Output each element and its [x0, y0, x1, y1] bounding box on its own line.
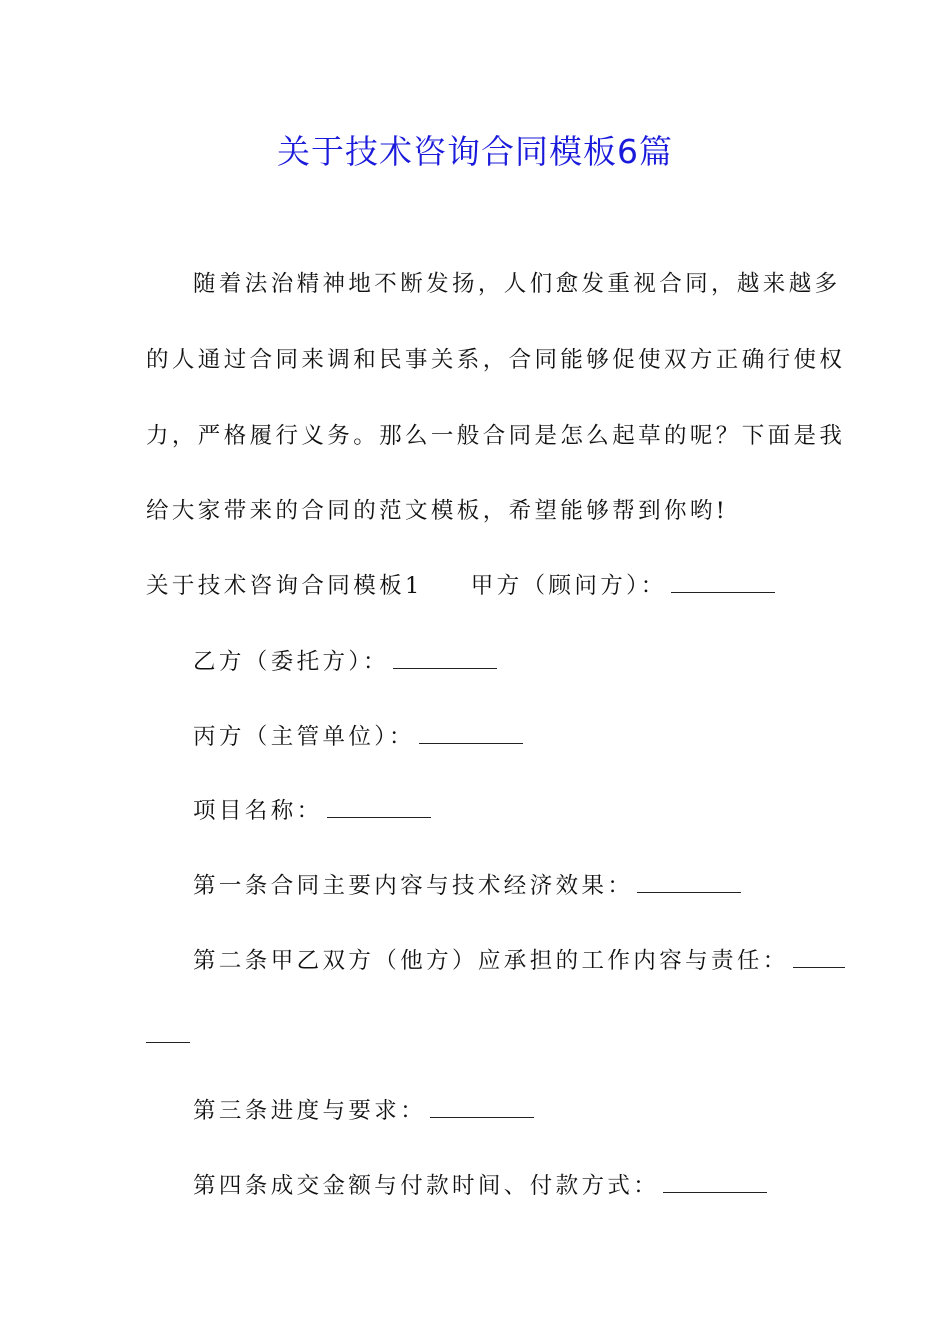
section-heading: 关于技术咨询合同模板1	[146, 573, 423, 599]
article-1-blank[interactable]	[637, 874, 741, 893]
document-title: 关于技术咨询合同模板6篇	[277, 132, 673, 171]
article-1-row	[193, 870, 873, 902]
project-name-label: 项目名称：	[193, 798, 323, 824]
project-name-row	[193, 795, 873, 827]
intro-line-3: 力，严格履行义务。那么一般合同是怎么起草的呢？下面是我	[146, 423, 846, 449]
article-4-label: 第四条成交金额与付款时间、付款方式：	[193, 1173, 660, 1199]
article-3-row	[193, 1095, 873, 1127]
article-2-label: 第二条甲乙双方（他方）应承担的工作内容与责任：	[193, 948, 789, 974]
intro-line-2: 的人通过合同来调和民事关系，合同能够促使双方正确行使权	[146, 347, 846, 373]
article-2-row	[193, 945, 873, 977]
article-4-row	[193, 1170, 873, 1202]
article-2-blank-part-1[interactable]	[793, 949, 845, 968]
party-c-blank[interactable]	[419, 725, 523, 744]
party-a-label: 甲方（顾问方）：	[470, 573, 667, 599]
party-b-blank[interactable]	[393, 650, 497, 669]
article-1-label: 第一条合同主要内容与技术经济效果：	[193, 873, 634, 899]
article-4-blank[interactable]	[663, 1174, 767, 1193]
project-name-blank[interactable]	[327, 799, 431, 818]
article-3-blank[interactable]	[430, 1099, 534, 1118]
party-c-row	[193, 721, 873, 753]
intro-line-4: 给大家带来的合同的范文模板，希望能够帮到你哟!	[146, 498, 729, 524]
article-2-blank-part-2[interactable]	[146, 1024, 190, 1043]
party-b-label: 乙方（委托方）：	[193, 649, 389, 675]
party-a-blank[interactable]	[671, 574, 775, 593]
section-heading-row	[146, 570, 826, 602]
article-3-label: 第三条进度与要求：	[193, 1098, 427, 1124]
intro-line-1: 随着法治精神地不断发扬，人们愈发重视合同，越来越多	[193, 271, 841, 297]
party-b-row	[193, 646, 873, 678]
article-2-continuation	[146, 1020, 826, 1052]
party-c-label: 丙方（主管单位）：	[193, 724, 415, 750]
